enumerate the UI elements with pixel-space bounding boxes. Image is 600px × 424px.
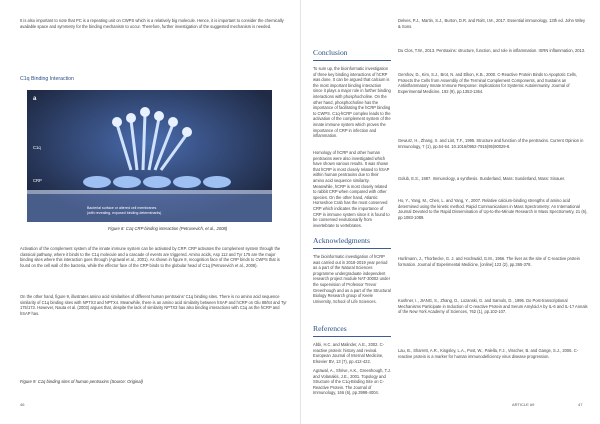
section-heading: C1q Binding Interaction [20,76,74,82]
body-paragraph-1: Activation of the complement system of the innate immune system can be activated by CRP. CRP activates the complement system through the classical pathway, where it binds to the C1q molecule and a cascade of events are triggered. Amino acids, Asp 112 and Tyr 175 are the major binding sites where this interaction goes through (Agrawal et al., 2001). As shown in figure 8, recognition face of the CRP binds to CWPS that is found on the cell wall of the bacteria, while the effector face of the CRP binds to the globular head of C1q (Petrusevich et al., 2008). [20,246,281,268]
reference-du-clos: Du Clos, T.W., 2013. Pentraxins: structure, function, and role in inflammation. ISRN inflammation, 2013. [398,48,586,53]
crp-c1q-illustration [27,90,272,222]
right-page-number: 47 [578,402,583,407]
references-heading: References [313,324,347,333]
figure-8-image [27,90,272,222]
membrane-note-line-1: Bacterial surface or altered cell membranes [87,206,157,210]
body-paragraph-2: On the other hand, figure 9, illustrates amino acid similarities of different human pentraxins' C1q binding sites. There is no amino acid sequence similarity of C1q binding sites with NPTX3 and NPTX4. Meanwhile, there is an amino acid similarity between hSAP and hCRP on Glu 88/84 and Tyr 175/173. However, Nauta et al. (2003) argues that, despite the lack of similarity NPTX3 has also binding interactions with C1q as the hCRP and hSAP has. [20,294,287,316]
reference-abbi: Abbi, H.C. and Malinder, A.E., 2002. C-reactive protein: history and revival. European Journal of Internal Medicine, Elsevier BV, 13 (7), pp.412-422. [313,342,384,364]
intro-paragraph: It is also important to note that PC is a repeating unit on CWPS which is a relatively big molecule. Hence, it is important to consider the chemically available space and symmetry for the binding mechanism to occur. Therefore, further investigation of the suggested mechanism is needed. [20,18,284,29]
conclusion-paragraph-1: To sum up, the bioinformatic investigation of three key binding interactions of hCRP was done. It can be argued that calcium is the most important binding interaction since it plays a major role in further binding interactions with phosphocholine. On the other hand, phosphocholine has the importance of facilitating the hCRP binding to CWPS. C1q-hCRP complex leads to the activation of the complement system of the innate immune system which proves the importance of CRP in infection and inflammation. [313,66,391,139]
acknowledgments-paragraph: The bioinformatic investigation of hCRP was carried out in 2018-2019 year period as a part of the Natural Sciences programme undergraduate independent research project module NAT-30002 under the supervision of Professor Trevor Greenhough and as a part of the Structural Biology Research group of Keele University, School of Life Sciences. [313,254,391,304]
reference-golub: Golub, E.S., 1987. Immunology, a synthesis. Sunderland, Mass: Sunderland, Mass: Sinauer. [398,176,566,181]
crp-layer [83,176,231,188]
reference-ho: Ho, Y., Yang, M., Chen, L. and Yang, Y., 2007. Relative calcium-binding strengths of amino acid determined using the kinetic method. Rapid Communications in Mass Spectrometry: An International Journal Devoted to the Rapid Dissemination of Up-to-the-Minute Research in Mass Spectrometry, 21 (6), pp.1083-1089. [398,198,588,220]
reference-hurlimann: Hurlimann, J., Thorbecke, G. J. and Hochwald, G.M., 1966. The liver as the site of C-reactive protein formation. Journal of Experimental Medicine, [online] 123 (2), pp.365-378. [398,256,580,267]
acknowledgments-heading: Acknowledgments [313,236,370,245]
references-rule [313,336,391,337]
figure-9-caption: Figure 9: C1q binding sites of human pentraxins (Source: Original) [20,379,143,384]
reference-kushner: Kushner, I., JIANG, S., Zhang, D., Lozanski, G. and Samols, D., 1995. Do Post-transcriptional Mechanisms Participate in Induction of C-reactive Protein and Serum Amyloid A by IL-6 and IL-1? Annals of the New York Academy of Sciences, 762 (1), pp.102-107. [398,298,588,315]
reference-lau: Lau, B., Sharrett, A.R., Kingsley, L.A., Post, W., Palella, F.J., Visscher, B. and Gange, S.J., 2006. C-reactive protein is a marker for human immunodeficiency virus disease progression. [398,348,579,359]
conclusion-paragraph-2: Homology of hCRP and other human pentraxins were also investigated which have shown various results. It was shown that hCRP is most closely related to hSAP within human pentraxins due to their amino acid sequence similarity. Meanwhile, hCRP is most closely related to rabbit CRP when compared with other species. On the other hand, Atlantic Horseshoe Crab has the most conserved CRP which indicates the importance of CRP in immune system since it is found to be conserved evolutionarily from invertebrate to vertebrates. [313,150,390,228]
membrane-note-line-2: (with revealing, exposed binding determinants) [87,211,162,215]
figure-panel-label: a [33,96,37,102]
conclusion-rule [313,60,391,61]
crp-label: CRP [33,178,42,183]
reference-agrawal: Agrawal, A., Shrive, A.K., Greenhough, T.J. and Volanakis, J.E., 2001. Topology and Structure of the C1q-Binding Site on C-Reactive Protein. The Journal of Immunology, 166 (6), pp.3998-4004. [313,368,391,396]
figure-8-caption: Figure 8: C1q CRP binding interaction (Petrusevich, et al., 2008) [108,226,228,231]
reference-delves: Delves, P.J., Martin, S.J., Burton, D.R. and Roitt, I.M., 2017. Essential immunology. 13th ed. John Wiley & Sons. [398,18,586,29]
conclusion-heading: Conclusion [313,48,348,57]
article-label: ARTICLE #9 [512,402,535,407]
acknowledgments-rule [313,248,391,249]
left-page-number: 46 [20,402,25,407]
c1q-label: C1q [33,145,41,150]
reference-gewurz: Gewurz, H., Zhang, X. and Lint, T.F., 1995. Structure and function of the pentraxins. Current Opinion in Immunology, 7 (1), pp.54-64. 10.1016/0952-7915(95)80029-8. [398,138,584,149]
page-gutter [300,0,301,424]
reference-gershov: Gershov, D., Kim, S.J., Brot, N. and Elkon, K.B., 2000. C-Reactive Protein Binds to Apoptotic Cells, Protects the Cells from Assembly of the Terminal Complement Components, and Sustains an Antiinflammatory Innate Immune Response: implications for Systemic Autoimmunity. Journal of Experimental Medicine, 192 (9), pp.1353-1364. [398,72,577,94]
